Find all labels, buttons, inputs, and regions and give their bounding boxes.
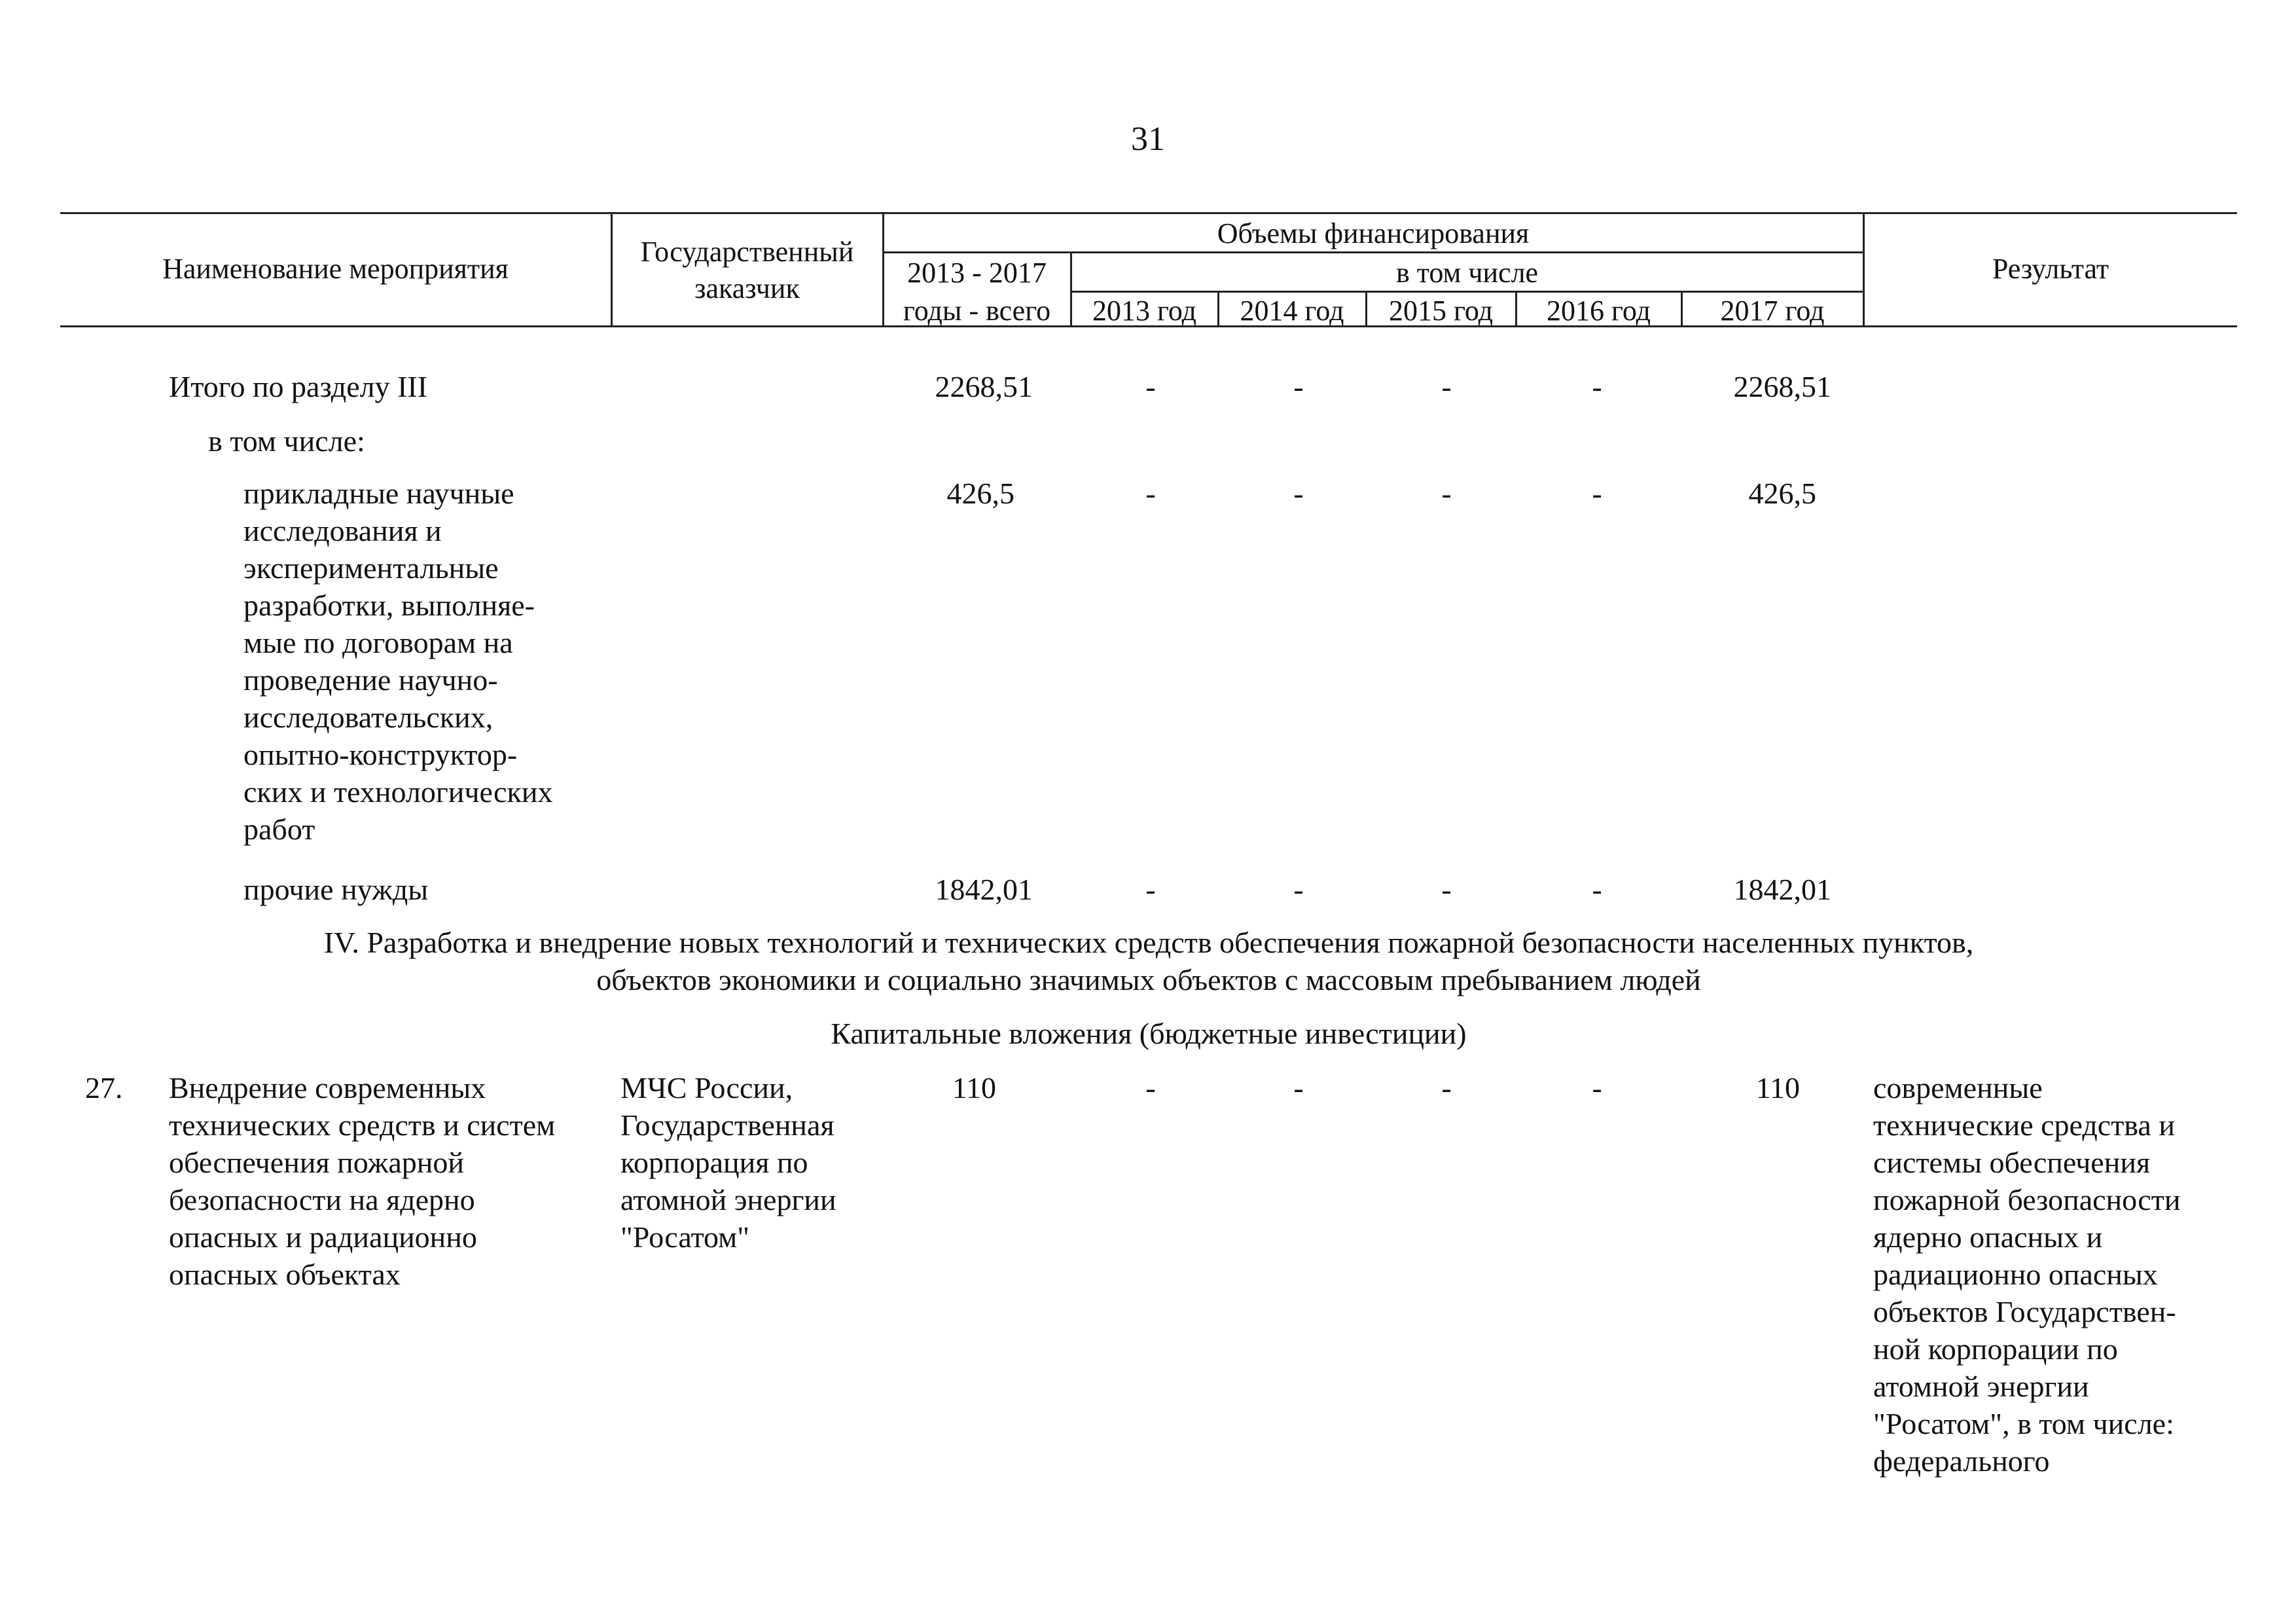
header-total-1: 2013 - 2017 [907,257,1047,289]
row27-name [169,1069,607,1293]
itogo-2016: - [1592,370,1602,403]
prochie-2015: - [1441,873,1452,906]
row27-customer-line: МЧС России, [620,1071,793,1104]
row27-customer-line: атомной энергии [620,1183,836,1216]
header-name: Наименование мероприятия [162,253,509,285]
section4-subtitle: Капитальные вложения (бюджетные инвестиции) [831,1017,1467,1050]
row27-2017: 110 [1755,1071,1800,1104]
row27-2014: - [1293,1071,1304,1104]
financing-rule [882,251,1863,253]
niokr-line: исследования и [243,514,442,547]
section4-title-line1: IV. Разработка и внедрение новых технологий и технических средств обеспечения пожарной безопасности населенных пунктов, [323,926,1974,959]
row27-result-line: технические средства и [1873,1108,2175,1142]
header-result: Результат [1992,253,2109,285]
prochie-label: прочие нужды [243,873,429,906]
header-top-rule [60,212,2237,214]
header-year-2016: 2016 год [1546,295,1651,327]
header-customer-2: заказчик [694,272,800,304]
niokr-2017: 426,5 [1748,477,1816,510]
niokr-line: проведение научно- [243,663,498,697]
itogo-label: Итого по разделу III [169,370,428,403]
itogo-total: 2268,51 [935,370,1033,403]
niokr-line: работ [243,812,315,846]
header-year-2017: 2017 год [1720,295,1825,327]
row27-name-line: опасных объектах [169,1258,401,1291]
row27-name-line: обеспечения пожарной [169,1146,465,1179]
header-year-2014: 2014 год [1240,295,1344,327]
row27-result [1873,1069,2237,1480]
row27-customer-line: корпорация по [620,1146,808,1179]
itogo-2014: - [1293,370,1304,403]
niokr-2013: - [1145,477,1156,510]
niokr-line: ских и технологических [243,775,553,809]
niokr-2014: - [1293,477,1304,510]
header-financing: Объемы финансирования [1217,217,1530,249]
header-year-2015: 2015 год [1388,295,1494,327]
row27-name-line: технических средств и систем [169,1108,556,1142]
niokr-label [243,475,610,848]
row27-2015: - [1441,1071,1452,1104]
row27-name-line: опасных и радиационно [169,1220,477,1254]
row27-result-line: современные [1873,1071,2043,1104]
niokr-line: разработки, выполняе- [243,589,535,622]
row27-result-line: радиационно опасных [1873,1258,2158,1291]
row27-result-line: пожарной безопасности [1873,1183,2181,1216]
prochie-2013: - [1145,873,1156,906]
itogo-2013: - [1145,370,1156,403]
prochie-2017: 1842,01 [1733,873,1831,906]
header-including: в том числе [1395,257,1539,289]
row27-name-line: безопасности на ядерно [169,1183,475,1216]
row27-number: 27. [85,1071,123,1104]
page-number: 31 [1131,120,1165,158]
niokr-line: экспериментальные [243,551,499,585]
row27-result-line: ядерно опасных и [1873,1220,2103,1254]
row27-customer [620,1069,882,1256]
prochie-total: 1842,01 [935,873,1033,906]
row27-customer-line: Государственная [620,1108,834,1142]
header-customer-1: Государственный [640,236,854,268]
row27-total: 110 [952,1071,996,1104]
niokr-2016: - [1592,477,1602,510]
niokr-line: мые по договорам на [243,626,513,659]
header-divider-1 [611,213,613,326]
row27-result-line: системы обеспечения [1873,1146,2151,1179]
row27-result-line: атомной энергии [1873,1370,2089,1403]
row27-result-line: "Росатом", в том числе: [1873,1407,2174,1440]
itogo-2017: 2268,51 [1733,370,1831,403]
row27-name-line: Внедрение современных [169,1071,486,1104]
row27-2013: - [1145,1071,1156,1104]
vtomchisle-label: в том числе: [208,424,365,458]
prochie-2014: - [1293,873,1304,906]
row27-customer-line: "Росатом" [620,1220,750,1254]
header-total-2: годы - всего [903,295,1051,327]
row27-result-line: федерального [1873,1444,2050,1478]
header-year-2013: 2013 год [1092,295,1197,327]
row27-result-line: объектов Государствен- [1873,1295,2176,1328]
row27-2016: - [1592,1071,1602,1104]
niokr-line: прикладные научные [243,477,514,510]
section4-title-line2: объектов экономики и социально значимых объектов с массовым пребыванием людей [596,963,1701,996]
niokr-line: исследовательских, [243,701,493,734]
niokr-total: 426,5 [946,477,1014,510]
itogo-2015: - [1441,370,1452,403]
prochie-2016: - [1592,873,1602,906]
row27-result-line: ной корпорации по [1873,1332,2118,1366]
niokr-line: опытно-конструктор- [243,738,518,771]
including-rule [1070,291,1863,293]
niokr-2015: - [1441,477,1452,510]
